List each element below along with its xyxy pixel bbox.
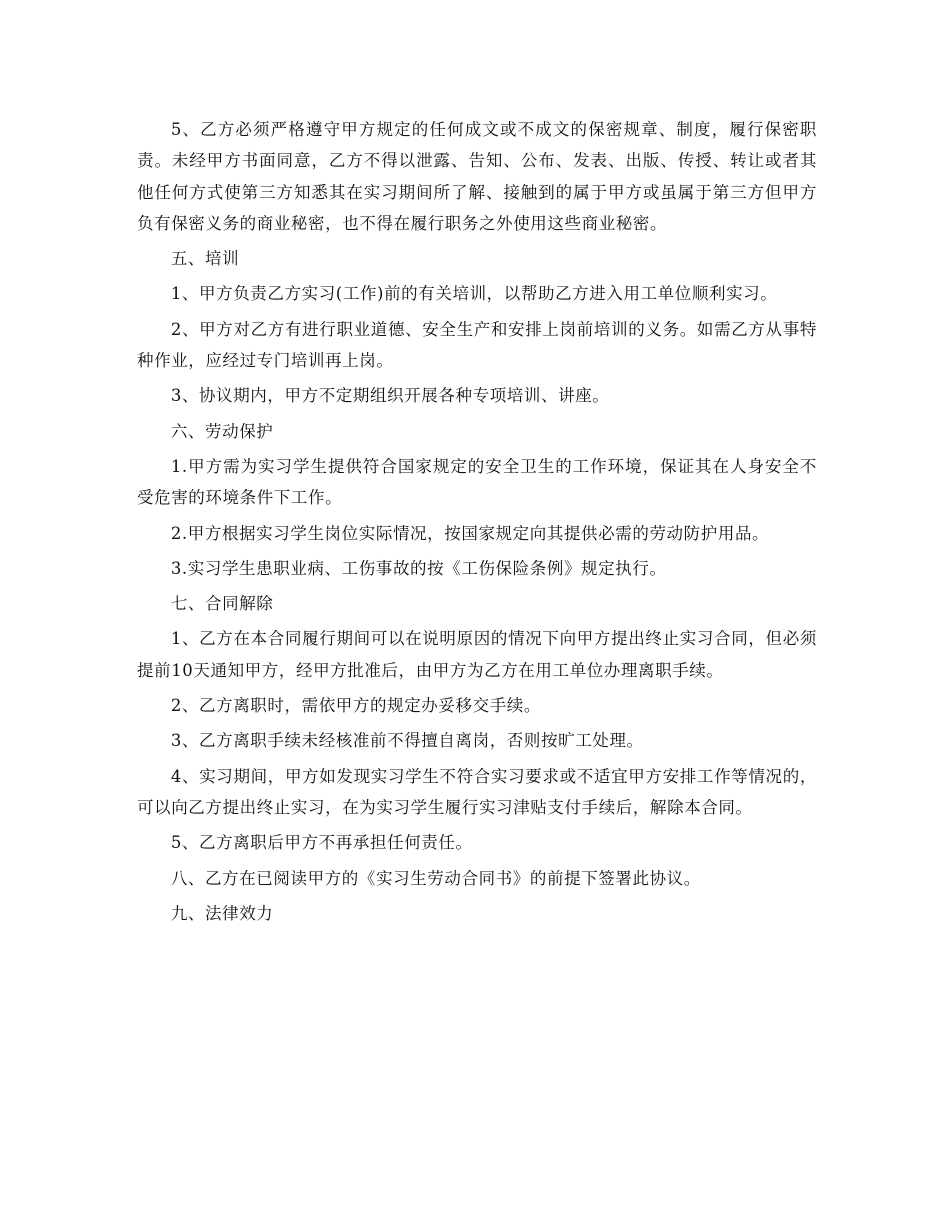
- labor-protection-clause-1: 1.甲方需为实习学生提供符合国家规定的安全卫生的工作环境，保证其在人身安全不受危害的环境条件下工作。: [137, 456, 817, 508]
- labor-protection-clause-2: 2.甲方根据实习学生岗位实际情况，按国家规定向其提供必需的劳动防护用品。: [170, 523, 770, 543]
- section-heading-labor-protection: 六、劳动保护: [170, 421, 274, 441]
- training-clause-1: 1、甲方负责乙方实习(工作)前的有关培训，以帮助乙方进入用工单位顺利实习。: [170, 284, 778, 304]
- termination-clause-2: 2、乙方离职时，需依甲方的规定办妥移交手续。: [170, 696, 542, 716]
- termination-clause-5: 5、乙方离职后甲方不再承担任何责任。: [170, 833, 473, 853]
- training-clause-2: 2、甲方对乙方有进行职业道德、安全生产和安排上岗前培训的义务。如需乙方从事特种作业，应经过专门培训再上岗。: [137, 319, 817, 371]
- termination-clause-3: 3、乙方离职手续未经核准前不得擅自离岗，否则按旷工处理。: [170, 731, 644, 751]
- termination-clause-1: 1、乙方在本合同履行期间可以在说明原因的情况下向甲方提出终止实习合同，但必须提前10天通知甲方，经甲方批准后，由甲方为乙方在用工单位办理离职手续。: [137, 629, 817, 680]
- section-heading-legal-effect: 九、法律效力: [170, 903, 274, 923]
- document-body: [137, 114, 817, 933]
- training-clause-3: 3、协议期内，甲方不定期组织开展各种专项培训、讲座。: [170, 386, 610, 406]
- clause-5-confidentiality: 5、乙方必须严格遵守甲方规定的任何成文或不成文的保密规章、制度，履行保密职责。未经甲方书面同意，乙方不得以泄露、告知、公布、发表、出版、传授、转让或者其他任何方式使第三方知悉其在实习期间所了解、接触到的属于甲方或虽属于第三方但甲方负有保密义务的商业秘密，也不得在履行职务之外使用这些商业秘密。: [137, 120, 817, 233]
- section-heading-contract-termination: 七、合同解除: [170, 594, 274, 614]
- labor-protection-clause-3: 3.实习学生患职业病、工伤事故的按《工伤保险条例》规定执行。: [170, 558, 667, 578]
- termination-clause-4: 4、实习期间，甲方如发现实习学生不符合实习要求或不适宜甲方安排工作等情况的，可以向乙方提出终止实习，在为实习学生履行实习津贴支付手续后，解除本合同。: [137, 766, 817, 817]
- section-heading-training: 五、培训: [170, 249, 240, 269]
- section-eight-signing: 八、乙方在已阅读甲方的《实习生劳动合同书》的前提下签署此协议。: [170, 868, 701, 888]
